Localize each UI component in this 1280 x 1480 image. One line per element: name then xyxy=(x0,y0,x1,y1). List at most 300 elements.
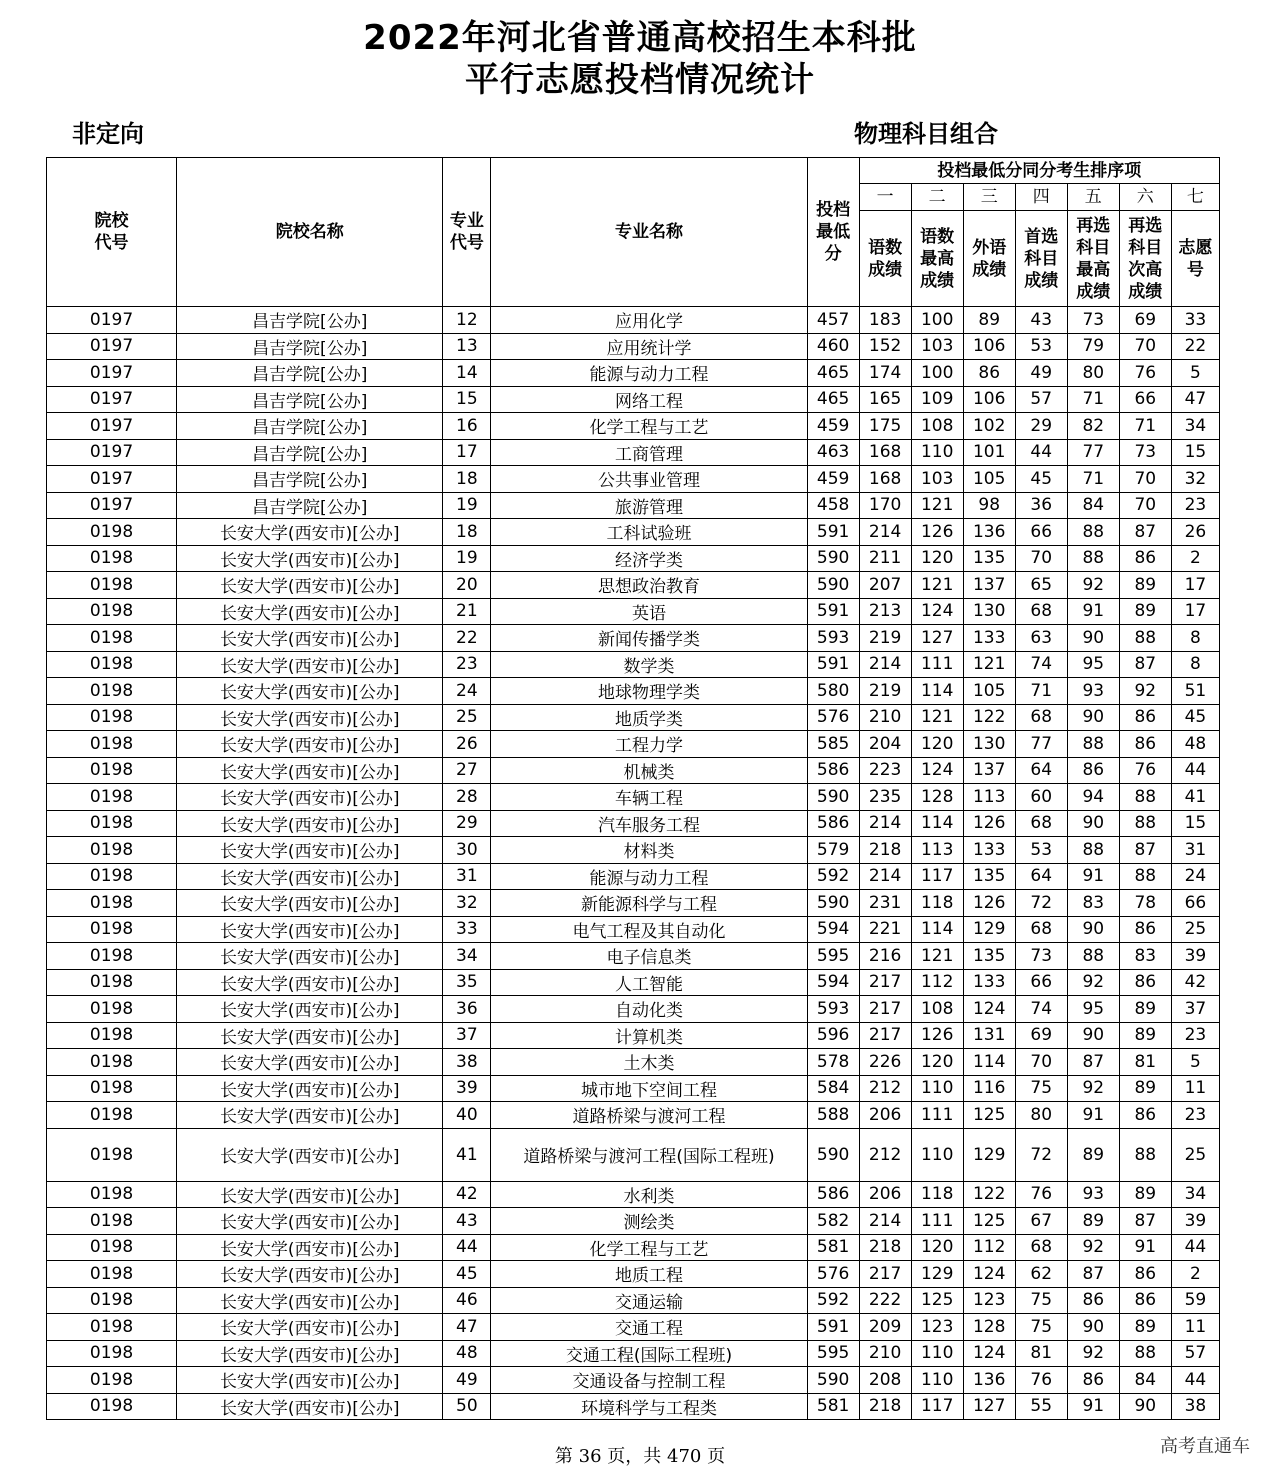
table-row xyxy=(47,1234,1220,1261)
table-row xyxy=(47,413,1220,440)
cell-chinese-math-max: 121 xyxy=(911,704,963,731)
cell-major-code: 50 xyxy=(443,1393,491,1420)
cell-preference-no: 11 xyxy=(1171,1075,1219,1102)
cell-major-code: 17 xyxy=(443,439,491,466)
cell-foreign-lang: 130 xyxy=(963,731,1015,758)
cell-major-code: 47 xyxy=(443,1314,491,1341)
cell-chinese-math: 214 xyxy=(859,651,911,678)
cell-chinese-math: 183 xyxy=(859,307,911,334)
cell-major-code: 27 xyxy=(443,757,491,784)
cell-min-score: 578 xyxy=(807,1049,859,1076)
cell-major-code: 25 xyxy=(443,704,491,731)
cell-school-name: 昌吉学院[公办] xyxy=(177,386,443,413)
subtitle-right: 物理科目组合 xyxy=(854,120,998,148)
cell-preference-no: 31 xyxy=(1171,837,1219,864)
cell-first-subject: 75 xyxy=(1015,1287,1067,1314)
cell-school-code: 0198 xyxy=(47,1367,177,1394)
cell-preference-no: 8 xyxy=(1171,651,1219,678)
cell-chinese-math-max: 117 xyxy=(911,863,963,890)
cell-school-code: 0198 xyxy=(47,704,177,731)
cell-second-subject-max: 93 xyxy=(1067,678,1119,705)
cell-major-name: 交通运输 xyxy=(491,1287,807,1314)
cell-foreign-lang: 122 xyxy=(963,704,1015,731)
cell-school-name: 长安大学(西安市)[公办] xyxy=(177,1234,443,1261)
table-row xyxy=(47,598,1220,625)
cell-min-score: 581 xyxy=(807,1234,859,1261)
cell-chinese-math: 214 xyxy=(859,863,911,890)
cell-major-name: 英语 xyxy=(491,598,807,625)
cell-major-name: 能源与动力工程 xyxy=(491,863,807,890)
cell-school-name: 长安大学(西安市)[公办] xyxy=(177,1102,443,1129)
cell-second-subject-max: 91 xyxy=(1067,1393,1119,1420)
cell-first-subject: 80 xyxy=(1015,1102,1067,1129)
page-title-line-2: 平行志愿投档情况统计 xyxy=(465,60,815,100)
table-row xyxy=(47,519,1220,546)
cell-major-code: 48 xyxy=(443,1340,491,1367)
cell-major-code: 31 xyxy=(443,863,491,890)
table-row xyxy=(47,916,1220,943)
cell-second-subject-max: 95 xyxy=(1067,996,1119,1023)
cell-second-subject-next: 88 xyxy=(1119,784,1171,811)
table-row xyxy=(47,863,1220,890)
cell-major-code: 45 xyxy=(443,1261,491,1288)
cell-second-subject-next: 83 xyxy=(1119,943,1171,970)
cell-chinese-math: 222 xyxy=(859,1287,911,1314)
cell-major-name: 能源与动力工程 xyxy=(491,360,807,387)
table-row xyxy=(47,651,1220,678)
cell-chinese-math-max: 108 xyxy=(911,996,963,1023)
page-title-line-1: 2022年河北省普通高校招生本科批 xyxy=(363,18,917,58)
table-row xyxy=(47,492,1220,519)
cell-second-subject-max: 88 xyxy=(1067,943,1119,970)
cell-second-subject-next: 89 xyxy=(1119,1075,1171,1102)
cell-school-name: 长安大学(西安市)[公办] xyxy=(177,1181,443,1208)
table-row xyxy=(47,1340,1220,1367)
cell-foreign-lang: 121 xyxy=(963,651,1015,678)
cell-school-code: 0198 xyxy=(47,572,177,599)
cell-second-subject-next: 88 xyxy=(1119,863,1171,890)
cell-min-score: 457 xyxy=(807,307,859,334)
cell-chinese-math-max: 128 xyxy=(911,784,963,811)
cell-school-code: 0198 xyxy=(47,1393,177,1420)
cell-second-subject-max: 91 xyxy=(1067,1102,1119,1129)
cell-second-subject-max: 79 xyxy=(1067,333,1119,360)
cell-chinese-math-max: 120 xyxy=(911,731,963,758)
cell-second-subject-max: 88 xyxy=(1067,731,1119,758)
cell-foreign-lang: 105 xyxy=(963,678,1015,705)
cell-preference-no: 34 xyxy=(1171,1181,1219,1208)
cell-chinese-math: 214 xyxy=(859,1208,911,1235)
cell-chinese-math: 214 xyxy=(859,519,911,546)
cell-foreign-lang: 125 xyxy=(963,1102,1015,1129)
cell-min-score: 591 xyxy=(807,598,859,625)
cell-first-subject: 68 xyxy=(1015,1234,1067,1261)
cell-second-subject-next: 88 xyxy=(1119,1340,1171,1367)
cell-second-subject-max: 88 xyxy=(1067,837,1119,864)
cell-major-name: 地球物理学类 xyxy=(491,678,807,705)
header-num: 六 xyxy=(1119,184,1171,211)
cell-foreign-lang: 89 xyxy=(963,307,1015,334)
cell-min-score: 582 xyxy=(807,1208,859,1235)
cell-second-subject-max: 87 xyxy=(1067,1049,1119,1076)
cell-chinese-math-max: 129 xyxy=(911,1261,963,1288)
cell-school-name: 长安大学(西安市)[公办] xyxy=(177,625,443,652)
cell-major-name: 电子信息类 xyxy=(491,943,807,970)
cell-second-subject-max: 92 xyxy=(1067,969,1119,996)
header-num: 一 xyxy=(859,184,911,211)
cell-chinese-math-max: 100 xyxy=(911,307,963,334)
cell-school-name: 长安大学(西安市)[公办] xyxy=(177,1075,443,1102)
cell-chinese-math-max: 109 xyxy=(911,386,963,413)
cell-major-code: 22 xyxy=(443,625,491,652)
cell-second-subject-next: 70 xyxy=(1119,466,1171,493)
cell-school-code: 0198 xyxy=(47,625,177,652)
cell-school-code: 0198 xyxy=(47,837,177,864)
admission-table xyxy=(46,157,1220,1420)
cell-foreign-lang: 128 xyxy=(963,1314,1015,1341)
cell-school-code: 0198 xyxy=(47,1128,177,1181)
cell-min-score: 591 xyxy=(807,651,859,678)
cell-first-subject: 53 xyxy=(1015,837,1067,864)
table-row xyxy=(47,439,1220,466)
cell-chinese-math: 211 xyxy=(859,545,911,572)
cell-second-subject-max: 80 xyxy=(1067,360,1119,387)
cell-second-subject-next: 89 xyxy=(1119,996,1171,1023)
header-school-name: 院校名称 xyxy=(177,158,443,307)
cell-school-code: 0198 xyxy=(47,1314,177,1341)
table-row xyxy=(47,1367,1220,1394)
cell-school-name: 长安大学(西安市)[公办] xyxy=(177,969,443,996)
table-row xyxy=(47,757,1220,784)
cell-major-name: 电气工程及其自动化 xyxy=(491,916,807,943)
cell-second-subject-max: 86 xyxy=(1067,1367,1119,1394)
table-row xyxy=(47,1261,1220,1288)
cell-min-score: 459 xyxy=(807,413,859,440)
cell-school-name: 长安大学(西安市)[公办] xyxy=(177,545,443,572)
cell-major-code: 13 xyxy=(443,333,491,360)
cell-school-code: 0198 xyxy=(47,598,177,625)
cell-preference-no: 24 xyxy=(1171,863,1219,890)
cell-second-subject-next: 92 xyxy=(1119,678,1171,705)
cell-chinese-math: 217 xyxy=(859,1261,911,1288)
cell-first-subject: 66 xyxy=(1015,519,1067,546)
cell-major-name: 交通工程 xyxy=(491,1314,807,1341)
table-row xyxy=(47,360,1220,387)
cell-chinese-math: 175 xyxy=(859,413,911,440)
cell-foreign-lang: 131 xyxy=(963,1022,1015,1049)
cell-first-subject: 76 xyxy=(1015,1367,1067,1394)
cell-second-subject-next: 81 xyxy=(1119,1049,1171,1076)
cell-second-subject-next: 88 xyxy=(1119,1128,1171,1181)
cell-major-code: 35 xyxy=(443,969,491,996)
cell-major-code: 33 xyxy=(443,916,491,943)
cell-school-code: 0197 xyxy=(47,307,177,334)
cell-min-score: 463 xyxy=(807,439,859,466)
cell-preference-no: 5 xyxy=(1171,360,1219,387)
cell-preference-no: 33 xyxy=(1171,307,1219,334)
cell-school-code: 0198 xyxy=(47,916,177,943)
cell-major-code: 29 xyxy=(443,810,491,837)
cell-major-code: 30 xyxy=(443,837,491,864)
cell-second-subject-max: 95 xyxy=(1067,651,1119,678)
cell-school-name: 长安大学(西安市)[公办] xyxy=(177,1022,443,1049)
cell-foreign-lang: 98 xyxy=(963,492,1015,519)
cell-school-name: 长安大学(西安市)[公办] xyxy=(177,731,443,758)
cell-school-name: 长安大学(西安市)[公办] xyxy=(177,996,443,1023)
cell-second-subject-max: 92 xyxy=(1067,1075,1119,1102)
cell-second-subject-max: 71 xyxy=(1067,466,1119,493)
cell-second-subject-next: 70 xyxy=(1119,333,1171,360)
cell-school-code: 0197 xyxy=(47,492,177,519)
cell-major-code: 34 xyxy=(443,943,491,970)
cell-school-name: 长安大学(西安市)[公办] xyxy=(177,916,443,943)
cell-first-subject: 64 xyxy=(1015,863,1067,890)
cell-chinese-math-max: 124 xyxy=(911,757,963,784)
cell-preference-no: 17 xyxy=(1171,572,1219,599)
cell-chinese-math-max: 110 xyxy=(911,1340,963,1367)
cell-preference-no: 44 xyxy=(1171,757,1219,784)
cell-second-subject-next: 71 xyxy=(1119,413,1171,440)
cell-min-score: 595 xyxy=(807,1340,859,1367)
subtitle-left: 非定向 xyxy=(72,120,144,148)
cell-second-subject-max: 90 xyxy=(1067,810,1119,837)
table-row xyxy=(47,1287,1220,1314)
cell-second-subject-max: 86 xyxy=(1067,1287,1119,1314)
cell-chinese-math-max: 103 xyxy=(911,333,963,360)
cell-min-score: 588 xyxy=(807,1102,859,1129)
cell-school-name: 长安大学(西安市)[公办] xyxy=(177,837,443,864)
cell-chinese-math: 212 xyxy=(859,1075,911,1102)
cell-first-subject: 75 xyxy=(1015,1075,1067,1102)
cell-school-code: 0198 xyxy=(47,1208,177,1235)
cell-chinese-math-max: 124 xyxy=(911,598,963,625)
cell-school-name: 长安大学(西安市)[公办] xyxy=(177,1367,443,1394)
cell-school-name: 长安大学(西安市)[公办] xyxy=(177,704,443,731)
cell-min-score: 460 xyxy=(807,333,859,360)
cell-chinese-math: 218 xyxy=(859,1234,911,1261)
cell-first-subject: 77 xyxy=(1015,731,1067,758)
cell-chinese-math-max: 110 xyxy=(911,1367,963,1394)
cell-foreign-lang: 106 xyxy=(963,333,1015,360)
cell-major-code: 20 xyxy=(443,572,491,599)
cell-chinese-math: 218 xyxy=(859,1393,911,1420)
cell-second-subject-max: 92 xyxy=(1067,1340,1119,1367)
cell-chinese-math-max: 103 xyxy=(911,466,963,493)
cell-second-subject-max: 82 xyxy=(1067,413,1119,440)
table-row xyxy=(47,307,1220,334)
header-sub: 首选 科目 成绩 xyxy=(1015,211,1067,307)
cell-first-subject: 70 xyxy=(1015,545,1067,572)
cell-foreign-lang: 135 xyxy=(963,943,1015,970)
cell-major-name: 地质工程 xyxy=(491,1261,807,1288)
cell-second-subject-next: 87 xyxy=(1119,1208,1171,1235)
cell-chinese-math: 152 xyxy=(859,333,911,360)
cell-second-subject-next: 89 xyxy=(1119,598,1171,625)
cell-major-name: 城市地下空间工程 xyxy=(491,1075,807,1102)
header-num: 四 xyxy=(1015,184,1067,211)
cell-foreign-lang: 133 xyxy=(963,969,1015,996)
cell-second-subject-next: 86 xyxy=(1119,704,1171,731)
cell-major-name: 汽车服务工程 xyxy=(491,810,807,837)
cell-school-name: 长安大学(西安市)[公办] xyxy=(177,572,443,599)
cell-chinese-math-max: 111 xyxy=(911,1208,963,1235)
cell-major-code: 18 xyxy=(443,466,491,493)
cell-foreign-lang: 129 xyxy=(963,916,1015,943)
cell-preference-no: 8 xyxy=(1171,625,1219,652)
cell-second-subject-max: 73 xyxy=(1067,307,1119,334)
cell-major-code: 14 xyxy=(443,360,491,387)
cell-first-subject: 49 xyxy=(1015,360,1067,387)
cell-chinese-math: 206 xyxy=(859,1102,911,1129)
cell-second-subject-next: 86 xyxy=(1119,1287,1171,1314)
cell-chinese-math-max: 114 xyxy=(911,678,963,705)
cell-major-name: 旅游管理 xyxy=(491,492,807,519)
table-row xyxy=(47,731,1220,758)
cell-school-name: 长安大学(西安市)[公办] xyxy=(177,863,443,890)
cell-chinese-math: 213 xyxy=(859,598,911,625)
cell-preference-no: 2 xyxy=(1171,1261,1219,1288)
cell-second-subject-next: 91 xyxy=(1119,1234,1171,1261)
cell-second-subject-next: 86 xyxy=(1119,731,1171,758)
header-sub: 再选 科目 次高 成绩 xyxy=(1119,211,1171,307)
cell-second-subject-next: 86 xyxy=(1119,969,1171,996)
cell-major-name: 数学类 xyxy=(491,651,807,678)
cell-chinese-math: 217 xyxy=(859,969,911,996)
cell-school-name: 长安大学(西安市)[公办] xyxy=(177,1340,443,1367)
cell-preference-no: 2 xyxy=(1171,545,1219,572)
cell-preference-no: 23 xyxy=(1171,492,1219,519)
cell-min-score: 591 xyxy=(807,1314,859,1341)
header-sub: 语数 最高 成绩 xyxy=(911,211,963,307)
cell-second-subject-max: 71 xyxy=(1067,386,1119,413)
cell-major-code: 32 xyxy=(443,890,491,917)
cell-chinese-math: 210 xyxy=(859,1340,911,1367)
cell-major-name: 工科试验班 xyxy=(491,519,807,546)
cell-foreign-lang: 124 xyxy=(963,1340,1015,1367)
cell-major-name: 土木类 xyxy=(491,1049,807,1076)
cell-school-code: 0198 xyxy=(47,1234,177,1261)
table-row xyxy=(47,1393,1220,1420)
cell-major-code: 18 xyxy=(443,519,491,546)
cell-preference-no: 25 xyxy=(1171,916,1219,943)
cell-chinese-math: 235 xyxy=(859,784,911,811)
cell-major-name: 交通工程(国际工程班) xyxy=(491,1340,807,1367)
cell-school-name: 长安大学(西安市)[公办] xyxy=(177,1049,443,1076)
header-major-name: 专业名称 xyxy=(491,158,807,307)
cell-second-subject-max: 89 xyxy=(1067,1208,1119,1235)
cell-major-code: 42 xyxy=(443,1181,491,1208)
cell-preference-no: 47 xyxy=(1171,386,1219,413)
cell-chinese-math-max: 114 xyxy=(911,810,963,837)
table-row xyxy=(47,996,1220,1023)
cell-preference-no: 22 xyxy=(1171,333,1219,360)
cell-preference-no: 41 xyxy=(1171,784,1219,811)
cell-foreign-lang: 137 xyxy=(963,757,1015,784)
cell-preference-no: 48 xyxy=(1171,731,1219,758)
cell-second-subject-max: 91 xyxy=(1067,863,1119,890)
header-num: 七 xyxy=(1171,184,1219,211)
cell-major-name: 化学工程与工艺 xyxy=(491,413,807,440)
cell-school-name: 长安大学(西安市)[公办] xyxy=(177,1287,443,1314)
cell-chinese-math-max: 110 xyxy=(911,439,963,466)
cell-first-subject: 53 xyxy=(1015,333,1067,360)
table-row xyxy=(47,890,1220,917)
cell-min-score: 594 xyxy=(807,916,859,943)
cell-major-name: 计算机类 xyxy=(491,1022,807,1049)
cell-first-subject: 67 xyxy=(1015,1208,1067,1235)
cell-foreign-lang: 124 xyxy=(963,996,1015,1023)
cell-school-code: 0198 xyxy=(47,1049,177,1076)
cell-preference-no: 42 xyxy=(1171,969,1219,996)
header-sub: 语数 成绩 xyxy=(859,211,911,307)
cell-chinese-math-max: 120 xyxy=(911,545,963,572)
cell-first-subject: 76 xyxy=(1015,1181,1067,1208)
cell-second-subject-max: 77 xyxy=(1067,439,1119,466)
cell-school-name: 长安大学(西安市)[公办] xyxy=(177,890,443,917)
cell-preference-no: 26 xyxy=(1171,519,1219,546)
cell-preference-no: 25 xyxy=(1171,1128,1219,1181)
cell-second-subject-next: 89 xyxy=(1119,1181,1171,1208)
cell-chinese-math-max: 113 xyxy=(911,837,963,864)
cell-major-code: 16 xyxy=(443,413,491,440)
cell-school-name: 长安大学(西安市)[公办] xyxy=(177,1314,443,1341)
cell-major-name: 水利类 xyxy=(491,1181,807,1208)
header-num: 二 xyxy=(911,184,963,211)
table-row xyxy=(47,969,1220,996)
cell-second-subject-max: 90 xyxy=(1067,916,1119,943)
cell-second-subject-max: 92 xyxy=(1067,572,1119,599)
cell-school-code: 0198 xyxy=(47,969,177,996)
cell-foreign-lang: 126 xyxy=(963,810,1015,837)
cell-first-subject: 63 xyxy=(1015,625,1067,652)
cell-foreign-lang: 135 xyxy=(963,545,1015,572)
cell-first-subject: 65 xyxy=(1015,572,1067,599)
cell-school-name: 昌吉学院[公办] xyxy=(177,360,443,387)
cell-foreign-lang: 123 xyxy=(963,1287,1015,1314)
cell-school-code: 0198 xyxy=(47,784,177,811)
cell-chinese-math: 226 xyxy=(859,1049,911,1076)
cell-school-name: 长安大学(西安市)[公办] xyxy=(177,651,443,678)
cell-min-score: 590 xyxy=(807,1128,859,1181)
cell-chinese-math-max: 118 xyxy=(911,1181,963,1208)
cell-min-score: 458 xyxy=(807,492,859,519)
cell-major-name: 公共事业管理 xyxy=(491,466,807,493)
cell-school-code: 0198 xyxy=(47,1340,177,1367)
cell-second-subject-max: 88 xyxy=(1067,519,1119,546)
cell-preference-no: 44 xyxy=(1171,1234,1219,1261)
cell-major-code: 23 xyxy=(443,651,491,678)
cell-major-code: 40 xyxy=(443,1102,491,1129)
cell-foreign-lang: 112 xyxy=(963,1234,1015,1261)
cell-preference-no: 34 xyxy=(1171,413,1219,440)
cell-foreign-lang: 136 xyxy=(963,519,1015,546)
cell-school-code: 0197 xyxy=(47,439,177,466)
header-school-code: 院校 代号 xyxy=(47,158,177,307)
cell-school-code: 0198 xyxy=(47,863,177,890)
watermark: 高考直通车 xyxy=(1160,1436,1250,1457)
cell-school-code: 0198 xyxy=(47,1261,177,1288)
cell-foreign-lang: 137 xyxy=(963,572,1015,599)
cell-school-code: 0198 xyxy=(47,545,177,572)
cell-major-code: 49 xyxy=(443,1367,491,1394)
cell-second-subject-next: 78 xyxy=(1119,890,1171,917)
cell-chinese-math-max: 110 xyxy=(911,1128,963,1181)
cell-school-name: 长安大学(西安市)[公办] xyxy=(177,810,443,837)
header-major-code: 专业 代号 xyxy=(443,158,491,307)
table-row xyxy=(47,1314,1220,1341)
table-row xyxy=(47,333,1220,360)
cell-second-subject-max: 90 xyxy=(1067,625,1119,652)
